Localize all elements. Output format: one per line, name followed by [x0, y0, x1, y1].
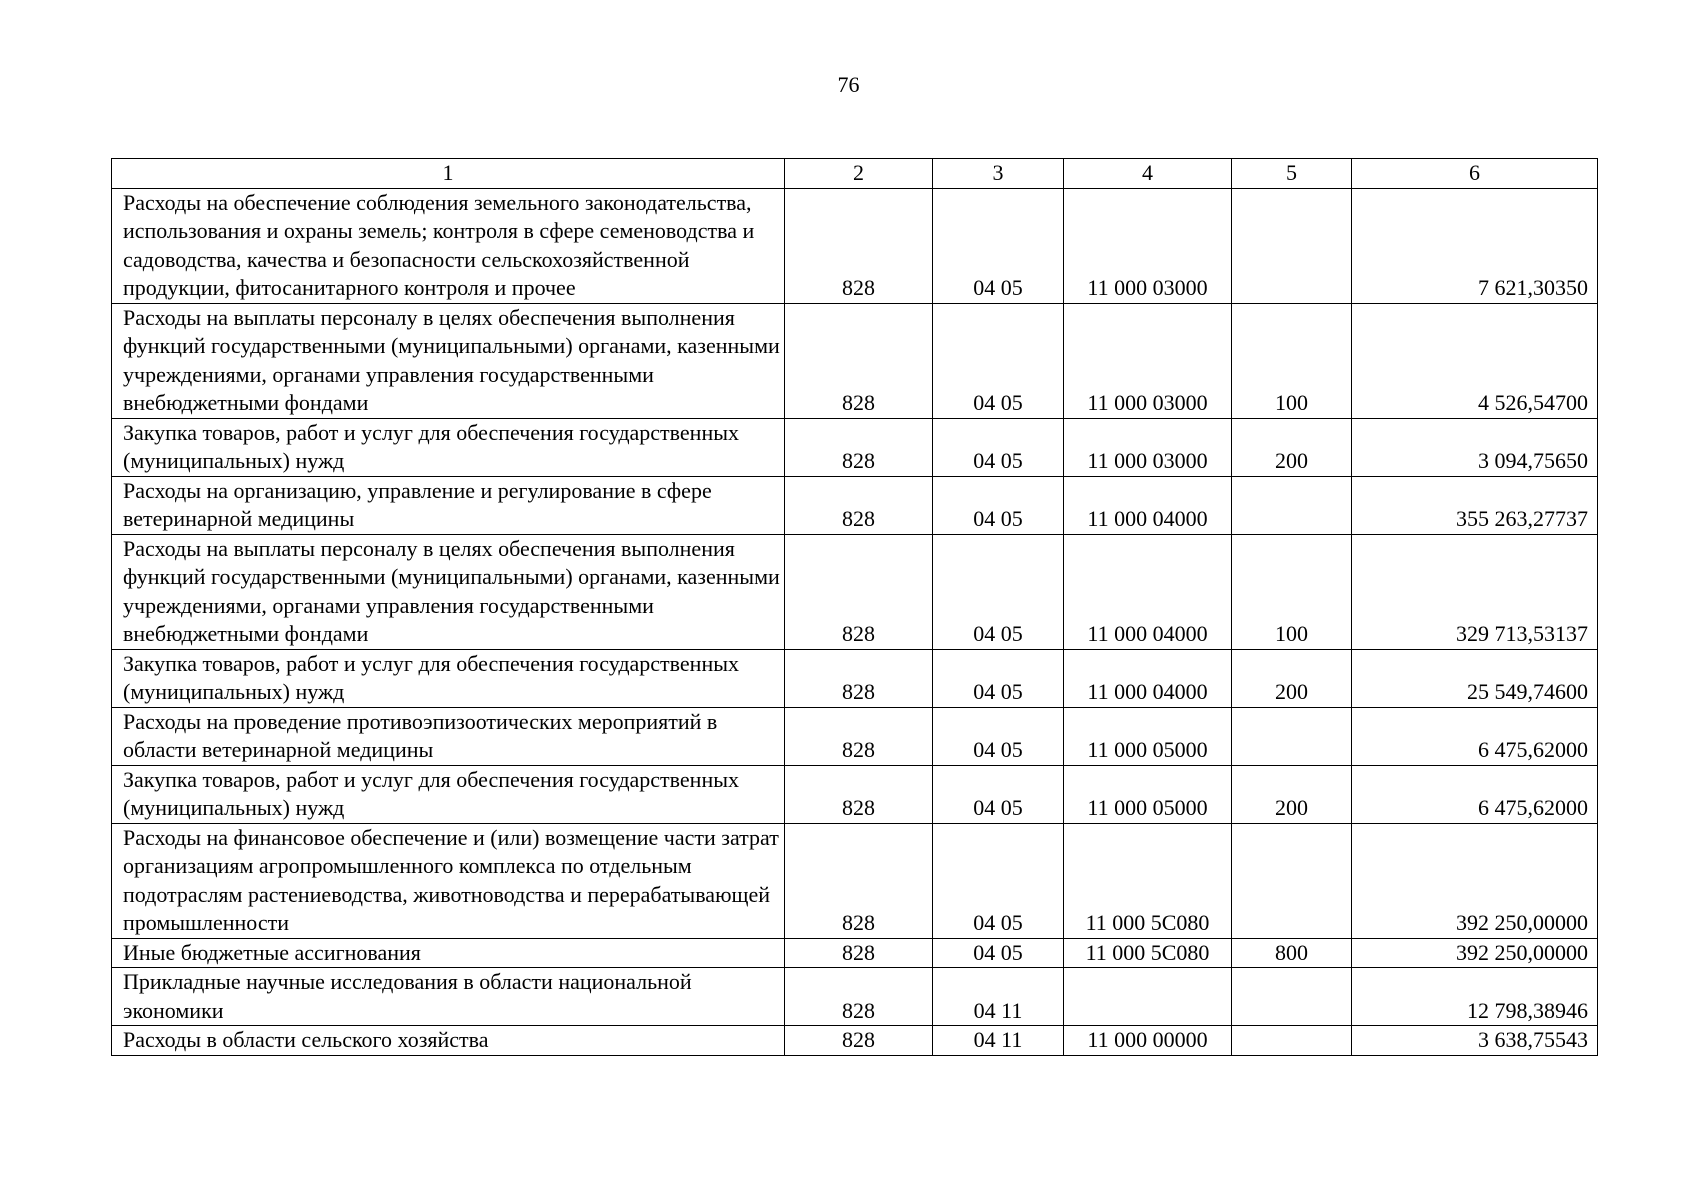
- section-code-cell: 04 05: [933, 707, 1064, 765]
- table-row: [112, 707, 1598, 765]
- expense-type-cell: 800: [1232, 938, 1352, 968]
- expense-type-cell: [1232, 1026, 1352, 1056]
- ministry-code-cell: 828: [785, 476, 933, 534]
- table-row: [112, 649, 1598, 707]
- amount-cell: 355 263,27737: [1352, 476, 1598, 534]
- section-code-cell: 04 05: [933, 649, 1064, 707]
- expense-name-cell: Закупка товаров, работ и услуг для обеспечения государственных (муниципальных) нужд: [112, 765, 785, 823]
- expense-type-cell: [1232, 968, 1352, 1026]
- amount-cell: 6 475,62000: [1352, 707, 1598, 765]
- expense-type-cell: [1232, 476, 1352, 534]
- expense-name-cell: Расходы в области сельского хозяйства: [112, 1026, 785, 1056]
- table-row: [112, 765, 1598, 823]
- expense-name-cell: Расходы на проведение противоэпизоотических мероприятий в области ветеринарной медицины: [112, 707, 785, 765]
- amount-cell: 25 549,74600: [1352, 649, 1598, 707]
- table-row: [112, 938, 1598, 968]
- ministry-code-cell: 828: [785, 823, 933, 938]
- expense-type-cell: [1232, 707, 1352, 765]
- table-row: [112, 823, 1598, 938]
- expense-name-cell: Расходы на выплаты персоналу в целях обеспечения выполнения функций государственными (муниципальными) органами, казенными учреждениями, органами управления государственными внебюджетными фондами: [112, 534, 785, 649]
- expense-type-cell: [1232, 188, 1352, 303]
- amount-cell: 7 621,30350: [1352, 188, 1598, 303]
- target-code-cell: 11 000 5С080: [1064, 938, 1232, 968]
- amount-cell: 12 798,38946: [1352, 968, 1598, 1026]
- section-code-cell: 04 05: [933, 418, 1064, 476]
- target-code-cell: 11 000 05000: [1064, 707, 1232, 765]
- amount-cell: 4 526,54700: [1352, 303, 1598, 418]
- page-number: 76: [837, 72, 860, 97]
- target-code-cell: 11 000 03000: [1064, 188, 1232, 303]
- target-code-cell: 11 000 05000: [1064, 765, 1232, 823]
- expense-name-cell: Расходы на финансовое обеспечение и (или) возмещение части затрат организациям агропромышленного комплекса по отдельным подотраслям растениеводства, животноводства и перерабатывающей промышленности: [112, 823, 785, 938]
- amount-cell: 392 250,00000: [1352, 823, 1598, 938]
- section-code-cell: 04 05: [933, 765, 1064, 823]
- ministry-code-cell: 828: [785, 707, 933, 765]
- expense-name-cell: Прикладные научные исследования в области национальной экономики: [112, 968, 785, 1026]
- amount-cell: 329 713,53137: [1352, 534, 1598, 649]
- target-code-cell: [1064, 968, 1232, 1026]
- column-header-1: 1: [112, 159, 785, 189]
- table-row: [112, 968, 1598, 1026]
- target-code-cell: 11 000 04000: [1064, 649, 1232, 707]
- expense-name-cell: Расходы на обеспечение соблюдения земельного законодательства, использования и охраны земель; контроля в сфере семеноводства и садоводства, качества и безопасности сельскохозяйственной продукции, фитосанитарного контроля и прочее: [112, 188, 785, 303]
- expense-name-cell: Расходы на организацию, управление и регулирование в сфере ветеринарной медицины: [112, 476, 785, 534]
- amount-cell: 6 475,62000: [1352, 765, 1598, 823]
- expense-type-cell: 200: [1232, 649, 1352, 707]
- table-row: [112, 188, 1598, 303]
- section-code-cell: 04 11: [933, 968, 1064, 1026]
- expense-type-cell: 100: [1232, 303, 1352, 418]
- expense-name-cell: Закупка товаров, работ и услуг для обеспечения государственных (муниципальных) нужд: [112, 649, 785, 707]
- table-row: [112, 303, 1598, 418]
- ministry-code-cell: 828: [785, 1026, 933, 1056]
- expense-name-cell: Расходы на выплаты персоналу в целях обеспечения выполнения функций государственными (муниципальными) органами, казенными учреждениями, органами управления государственными внебюджетными фондами: [112, 303, 785, 418]
- ministry-code-cell: 828: [785, 534, 933, 649]
- header-row: [112, 159, 1598, 189]
- ministry-code-cell: 828: [785, 649, 933, 707]
- target-code-cell: 11 000 04000: [1064, 476, 1232, 534]
- target-code-cell: 11 000 03000: [1064, 418, 1232, 476]
- ministry-code-cell: 828: [785, 418, 933, 476]
- section-code-cell: 04 05: [933, 534, 1064, 649]
- expense-type-cell: [1232, 823, 1352, 938]
- section-code-cell: 04 05: [933, 476, 1064, 534]
- column-header-2: 2: [785, 159, 933, 189]
- section-code-cell: 04 05: [933, 823, 1064, 938]
- section-code-cell: 04 11: [933, 1026, 1064, 1056]
- target-code-cell: 11 000 04000: [1064, 534, 1232, 649]
- target-code-cell: 11 000 5С080: [1064, 823, 1232, 938]
- section-code-cell: 04 05: [933, 188, 1064, 303]
- ministry-code-cell: 828: [785, 765, 933, 823]
- expense-type-cell: 200: [1232, 765, 1352, 823]
- section-code-cell: 04 05: [933, 303, 1064, 418]
- amount-cell: 3 094,75650: [1352, 418, 1598, 476]
- table-row: [112, 1026, 1598, 1056]
- column-header-3: 3: [933, 159, 1064, 189]
- table-row: [112, 476, 1598, 534]
- budget-table: [111, 158, 1598, 1056]
- amount-cell: 3 638,75543: [1352, 1026, 1598, 1056]
- ministry-code-cell: 828: [785, 188, 933, 303]
- table-row: [112, 534, 1598, 649]
- column-header-6: 6: [1352, 159, 1598, 189]
- ministry-code-cell: 828: [785, 938, 933, 968]
- ministry-code-cell: 828: [785, 303, 933, 418]
- target-code-cell: 11 000 03000: [1064, 303, 1232, 418]
- expense-name-cell: Закупка товаров, работ и услуг для обеспечения государственных (муниципальных) нужд: [112, 418, 785, 476]
- amount-cell: 392 250,00000: [1352, 938, 1598, 968]
- section-code-cell: 04 05: [933, 938, 1064, 968]
- table-row: [112, 418, 1598, 476]
- target-code-cell: 11 000 00000: [1064, 1026, 1232, 1056]
- expense-type-cell: 200: [1232, 418, 1352, 476]
- column-header-5: 5: [1232, 159, 1352, 189]
- expense-type-cell: 100: [1232, 534, 1352, 649]
- expense-name-cell: Иные бюджетные ассигнования: [112, 938, 785, 968]
- ministry-code-cell: 828: [785, 968, 933, 1026]
- column-header-4: 4: [1064, 159, 1232, 189]
